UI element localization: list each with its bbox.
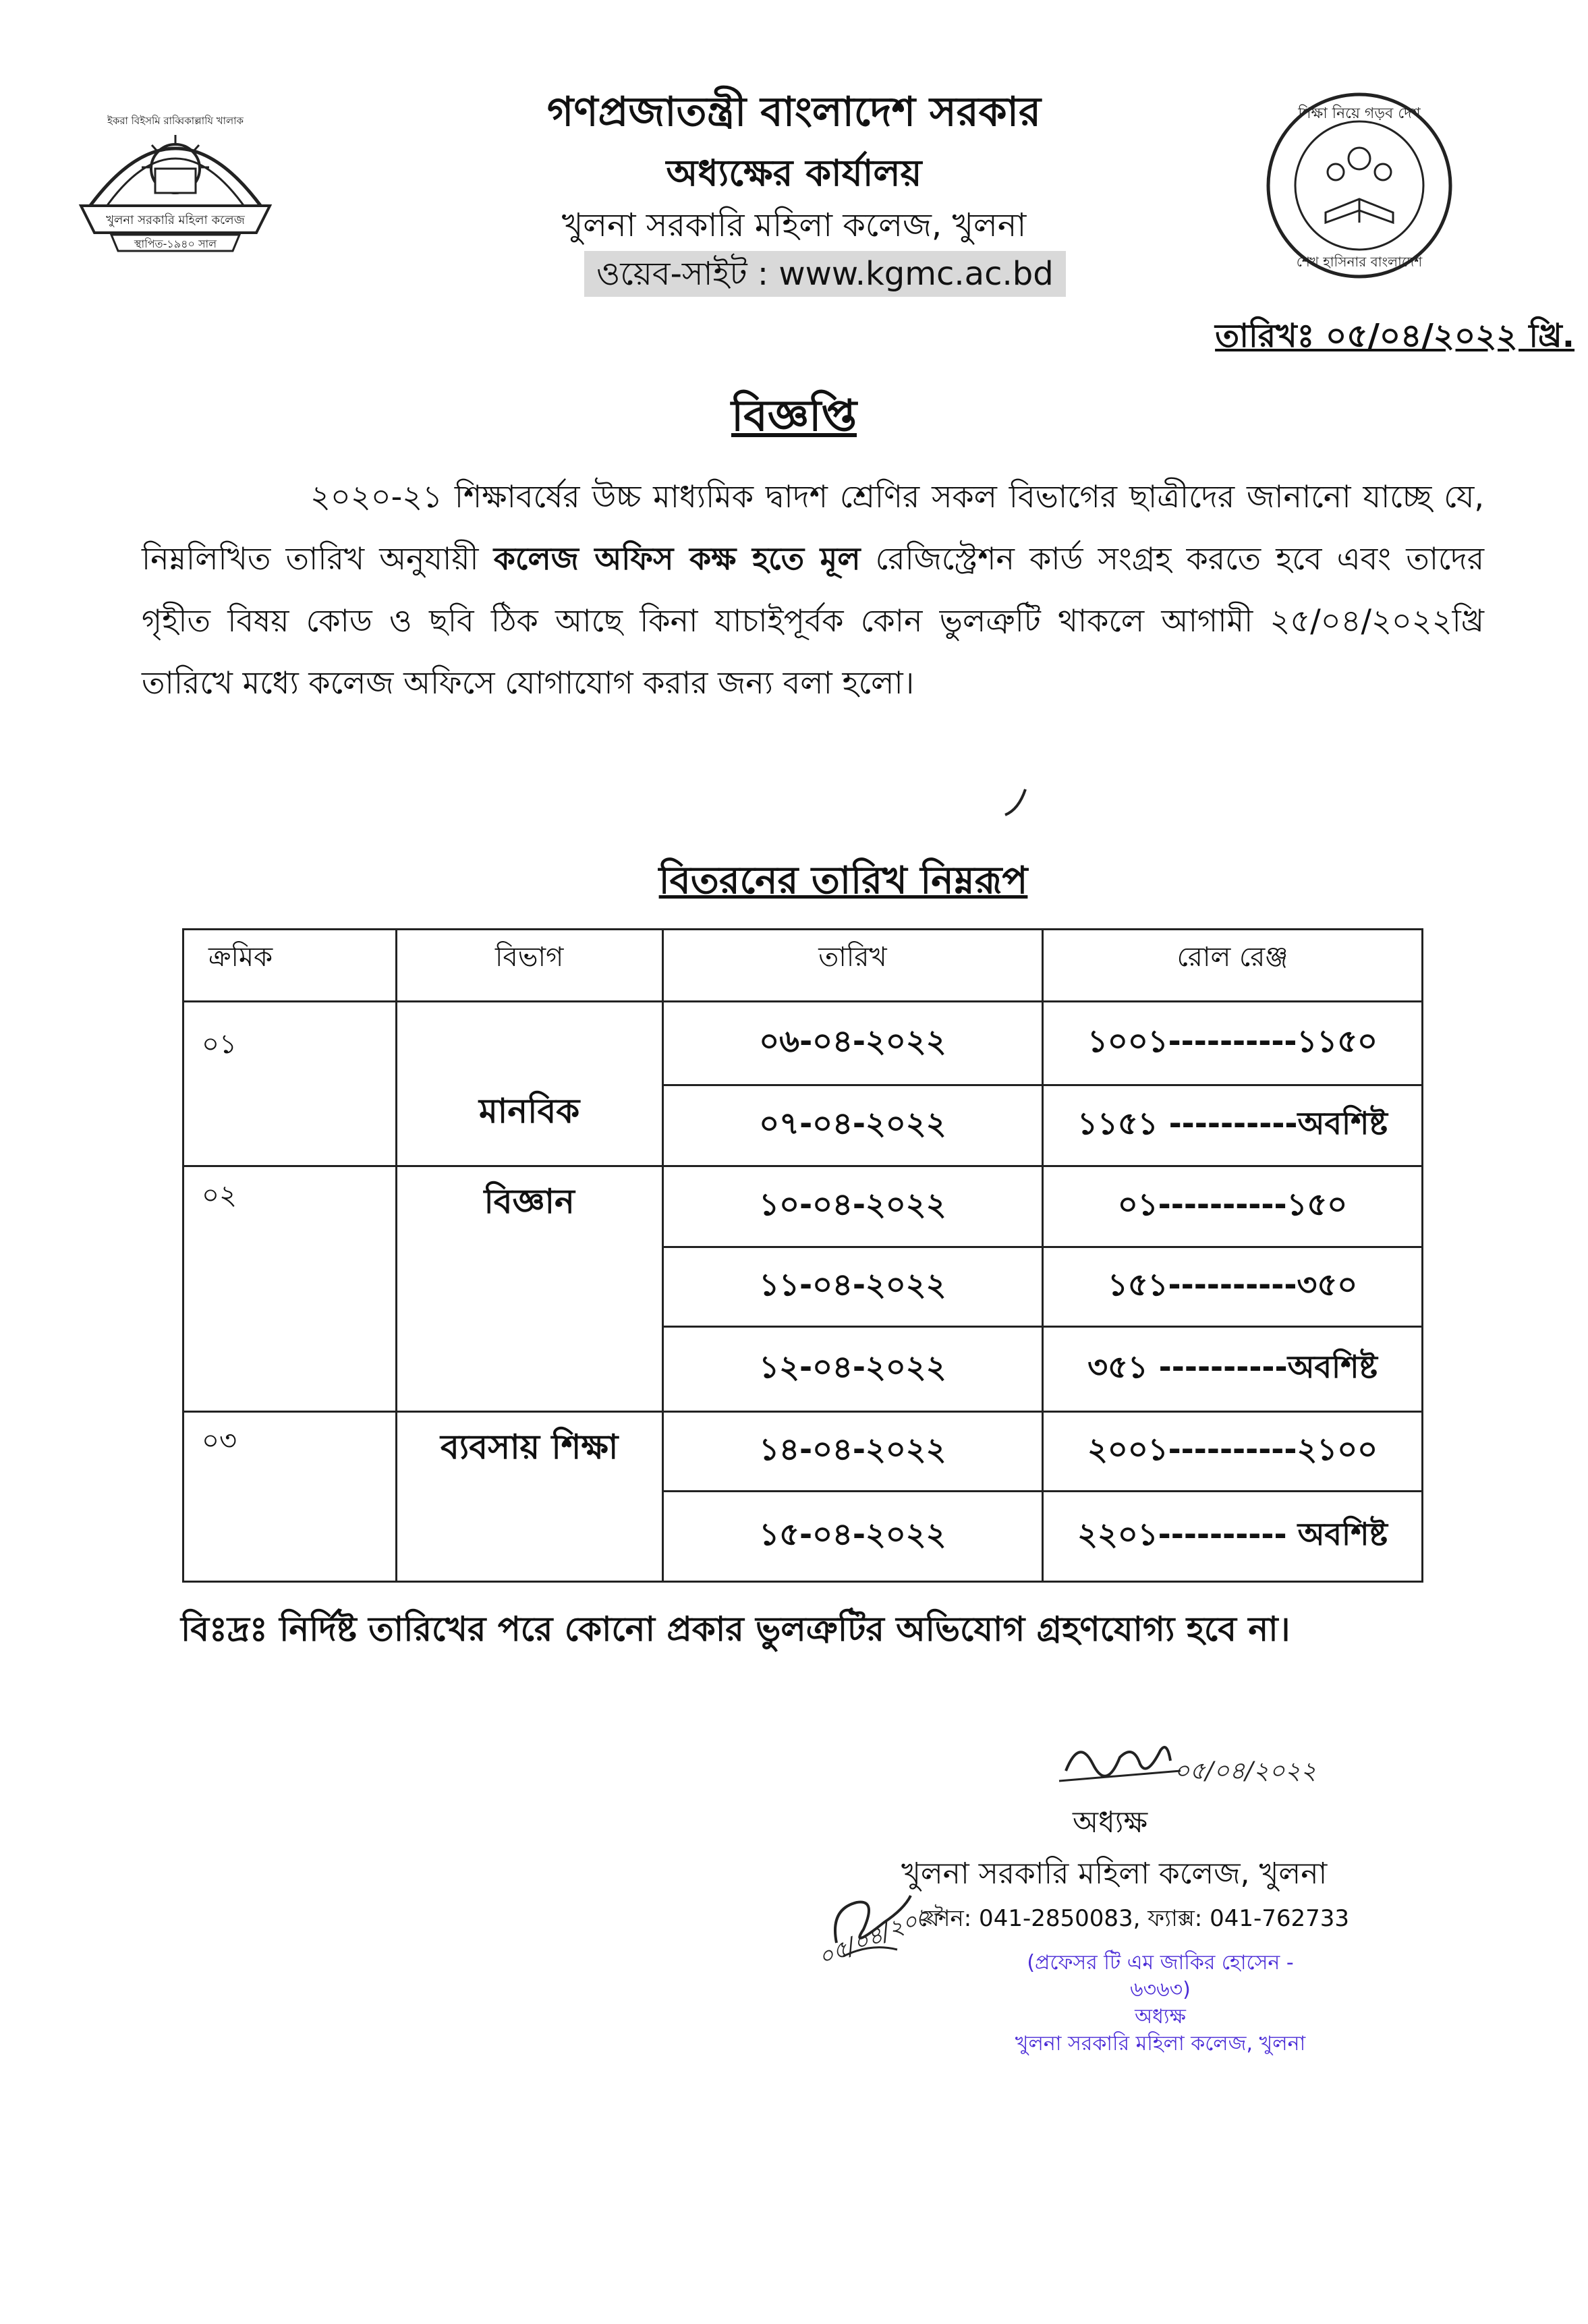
stamp-title: অধ্যক্ষ: [1135, 2005, 1186, 2029]
header-serial: ক্রমিক: [183, 930, 397, 1002]
range-cell: ০১----------১৫০: [1043, 1166, 1423, 1247]
department-cell: মানবিক: [396, 1002, 662, 1166]
date-cell: ১৫-০৪-২০২২: [662, 1492, 1042, 1582]
college-logo: [74, 94, 277, 256]
table-row: [183, 1412, 1423, 1492]
logo-inner-text: খুলনা সরকারি মহিলা কলেজ: [106, 213, 245, 227]
pen-mark: [998, 783, 1039, 823]
header-department: বিভাগ: [396, 930, 662, 1002]
range-cell: ২২০১---------- অবশিষ্ট: [1043, 1492, 1423, 1582]
table-row: [183, 1166, 1423, 1247]
notice-date: তারিখঃ ০৫/০৪/২০২২ খ্রি.: [1215, 317, 1575, 355]
stamp-college: খুলনা সরকারি মহিলা কলেজ, খুলনা: [1015, 2032, 1306, 2056]
distribution-table: [182, 928, 1423, 1583]
department-cell: ব্যবসায় শিক্ষা: [396, 1412, 662, 1582]
logo-arc-text: ইকরা বিইসমি রাব্বিকাল্লাযি খালাক: [107, 115, 244, 127]
table-header-row: [183, 930, 1423, 1002]
serial-cell: ০৩: [183, 1412, 397, 1582]
logo-top-text: শিক্ষা নিয়ে গড়ব দেশ: [1298, 105, 1421, 122]
range-cell: ২০০১----------২১০০: [1043, 1412, 1423, 1492]
government-title: গণপ্রজাতন্ত্রী বাংলাদেশ সরকার: [547, 88, 1041, 136]
notice-title: বিজ্ঞপ্তি: [731, 391, 857, 441]
initial-date: ০৫/০৪/২০২২: [814, 1896, 950, 1972]
notice-body-part2: রেজিস্ট্রেশন কার্ড সংগ্রহ করতে হবে এবং তাদের গৃহীত বিষয় কোড ও ছবি ঠিক আছে কিনা যাচাইপূর্বক কোন ভুলত্রুটি থাকলে আগামী ২৫/০৪/২০২২খ্রি তারিখে মধ্যে কলেজ অফিসে যোগাযোগ করার জন্য বলা হলো।: [142, 540, 1485, 701]
logo-bottom-text: শেখ হাসিনার বাংলাদেশ: [1296, 254, 1423, 270]
department-cell: বিজ্ঞান: [396, 1166, 662, 1412]
notice-body: [142, 465, 1484, 714]
website-text: ওয়েব-সাইট : www.kgmc.ac.bd: [584, 251, 1066, 297]
logo-bottom-text: স্থাপিত-১৯৪০ সাল: [134, 237, 217, 250]
notice-body-bold: কলেজ অফিস কক্ষ হতে মূল: [493, 540, 861, 577]
note-text: বিঃদ্রঃ নির্দিষ্ট তারিখের পরে কোনো প্রকার ভুলত্রুটির অভিযোগ গ্রহণযোগ্য হবে না।: [181, 1610, 1291, 1649]
serial-cell: ০১: [183, 1002, 397, 1166]
signature-title: অধ্যক্ষ: [1073, 1805, 1148, 1840]
date-cell: ০৭-০৪-২০২২: [662, 1085, 1042, 1166]
serial-cell: ০২: [183, 1166, 397, 1412]
stamp-name: (প্রফেসর টি এম জাকির হোসেন - ৬৩৬৩): [1027, 1951, 1294, 2002]
header-date: তারিখ: [662, 930, 1042, 1002]
contact-info: ফোন: 041-2850083, ফ্যাক্স: 041-762733: [917, 1905, 1350, 1932]
principal-stamp: [998, 1950, 1322, 2058]
range-cell: ১১৫১ ----------অবশিষ্ট: [1043, 1085, 1423, 1166]
office-title: অধ্যক্ষের কার্যালয়: [666, 152, 922, 194]
college-name: খুলনা সরকারি মহিলা কলেজ, খুলনা: [561, 206, 1027, 244]
range-cell: ১৫১----------৩৫০: [1043, 1247, 1423, 1327]
date-cell: ১২-০৪-২০২২: [662, 1327, 1042, 1412]
notice-body-part1: ২০২০-২১ শিক্ষাবর্ষের উচ্চ মাধ্যমিক দ্বাদশ শ্রেণির সকল বিভাগের ছাত্রীদের জানানো যাচ্ছে যে, নিম্নলিখিত তারিখ অনুযায়ী: [142, 478, 1484, 577]
date-cell: ১০-০৪-২০২২: [662, 1166, 1042, 1247]
date-cell: ০৬-০৪-২০২২: [662, 1002, 1042, 1085]
table-row: [183, 1002, 1423, 1085]
digital-bangladesh-logo: [1261, 88, 1457, 283]
range-cell: ৩৫১ ----------অবশিষ্ট: [1043, 1327, 1423, 1412]
signature-date: ০৫/০৪/২০২২: [1174, 1757, 1317, 1785]
date-cell: ১৪-০৪-২০২২: [662, 1412, 1042, 1492]
header-roll-range: রোল রেঞ্জ: [1043, 930, 1423, 1002]
date-cell: ১১-০৪-২০২২: [662, 1247, 1042, 1327]
range-cell: ১০০১----------১১৫০: [1043, 1002, 1423, 1085]
table-title: বিতরনের তারিখ নিম্নরূপ: [658, 859, 1028, 903]
signature-college: খুলনা সরকারি মহিলা কলেজ, খুলনা: [901, 1857, 1328, 1891]
